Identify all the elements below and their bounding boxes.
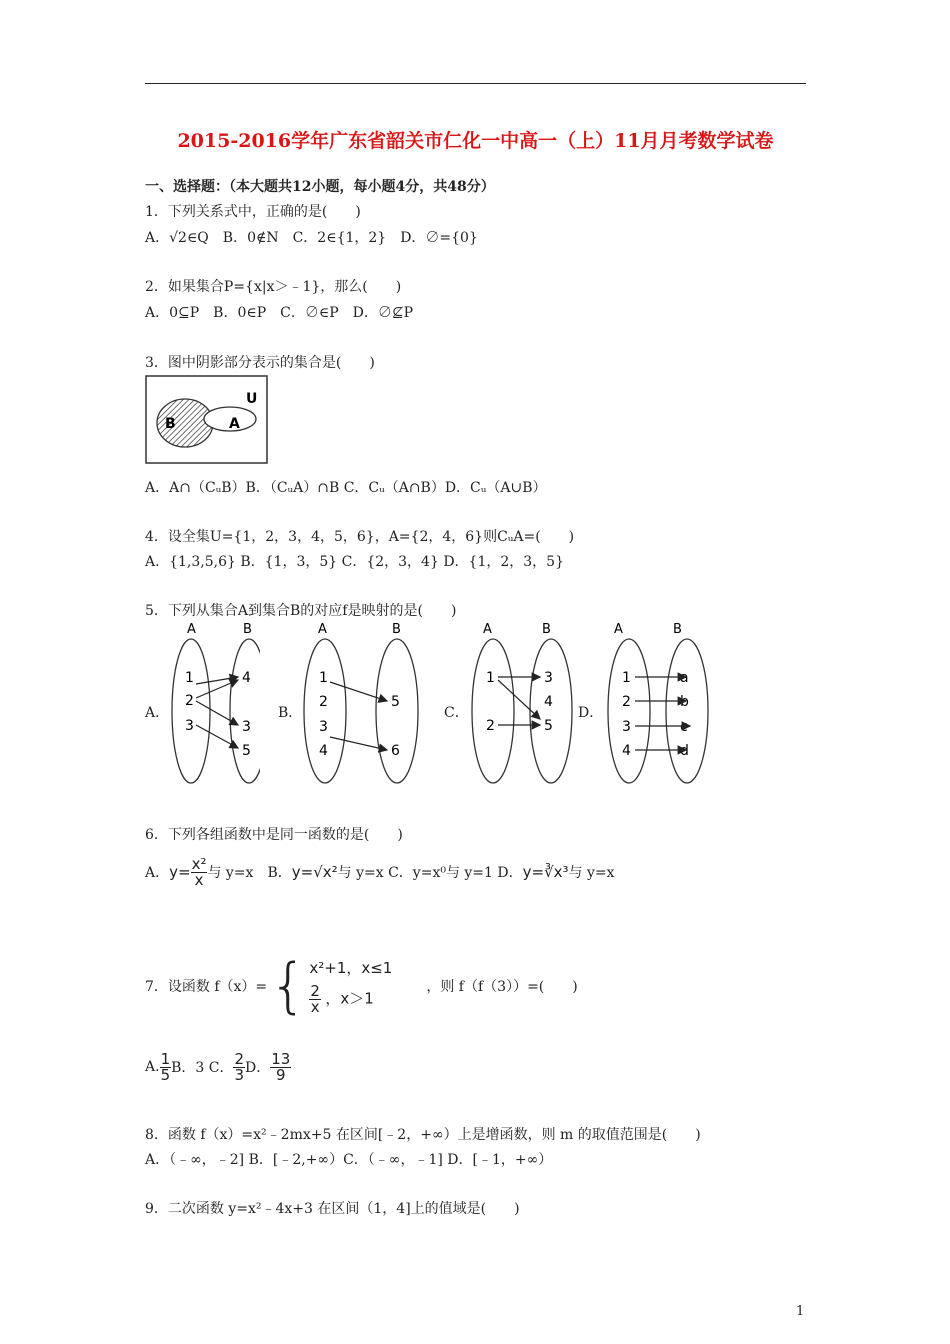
element: 3	[544, 670, 553, 686]
element: d	[680, 743, 689, 759]
option-a-tail: 与 y=x B．	[207, 865, 292, 881]
element: b	[680, 694, 689, 710]
question-9-stem: 9．二次函数 y=x²﹣4x+3 在区间（1，4]上的值域是( )	[145, 1201, 520, 1217]
option-b-tail: 与 y=x C．y=x⁰与 y=1 D．	[337, 865, 523, 881]
option-bc-label: B．3 C．	[171, 1060, 234, 1076]
element: 5	[242, 743, 251, 759]
question-8-stem: 8．函数 f（x）=x²﹣2mx+5 在区间[﹣2，+∞）上是增函数，则 m 的取值范围是( )	[145, 1127, 701, 1143]
question-7-suffix: ，则 f（f（3））=( )	[426, 979, 578, 995]
set-a-label: A	[318, 622, 327, 637]
mapping-diagram-b	[296, 620, 426, 786]
question-7-stem	[145, 946, 578, 1026]
question-2-options: A．0⊆P B．0∈P C．∅∈P D．∅⊈P	[145, 305, 414, 321]
option-label-d: D．	[578, 705, 604, 721]
set-b-label: B	[243, 622, 252, 637]
question-6-stem: 6．下列各组函数中是同一函数的是( )	[145, 827, 403, 843]
question-4-stem: 4．设全集U={1，2，3，4，5，6}，A={2，4，6}则CᵤA=( )	[145, 529, 575, 545]
element: 3	[185, 718, 194, 734]
set-b-label: B	[673, 622, 682, 637]
fraction: $\frac{1}{5}$	[160, 1049, 171, 1084]
question-6-options	[145, 850, 615, 894]
element: 1	[486, 670, 495, 686]
fraction: $\frac{2}{3}$	[234, 1049, 245, 1084]
element: c	[680, 719, 688, 735]
fraction: $\frac{2}{x}$	[310, 982, 320, 1016]
venn-label-a: A	[229, 416, 240, 432]
option-label-a: A．	[145, 705, 170, 721]
question-5-stem: 5．下列从集合A到集合B的对应f是映射的是( )	[145, 603, 457, 619]
element: 5	[391, 694, 400, 710]
page-title: 2015-2016学年广东省韶关市仁化一中高一（上）11月月考数学试卷	[177, 130, 774, 152]
question-4-options: A．{1,3,5,6} B．{1，3，5} C．{2，3，4} D．{1，2，3，5}	[145, 554, 564, 570]
piecewise-cases	[309, 957, 392, 1015]
case-2: $\frac{2}{x}$ ，x＞1	[310, 982, 374, 1016]
option-d-expr: y=∛x³	[522, 863, 569, 881]
set-a-label: A	[483, 622, 492, 637]
element: 3	[622, 719, 631, 735]
fraction: $\frac{13}{9}$	[271, 1049, 291, 1084]
element: 2	[486, 718, 495, 734]
question-2-stem: 2．如果集合P={x|x＞﹣1}，那么( )	[145, 279, 402, 295]
mapping-diagram-d	[600, 620, 715, 786]
mapping-diagram-c	[464, 620, 579, 786]
fraction: $\frac{\text{x²}}{x}$	[191, 854, 207, 889]
option-label-c: C．	[444, 705, 469, 721]
element: 3	[242, 719, 251, 735]
question-3-options: A．A∩（CᵤB）B．（CᵤA）∩B C．Cᵤ（A∩B）D．Cᵤ（A∪B）	[145, 480, 547, 496]
question-1-options: A．√2∈Q B．0∉N C．2∈{1，2} D．∅={0}	[145, 230, 478, 246]
case-1: x²+1，x≤1	[309, 959, 393, 977]
element: 5	[544, 718, 553, 734]
set-a-label: A	[614, 622, 623, 637]
element: 6	[391, 743, 400, 759]
venn-label-b: B	[165, 416, 176, 432]
set-a-label: A	[187, 622, 196, 637]
element: 4	[544, 694, 553, 710]
question-8-options: A．（﹣∞，﹣2] B．[﹣2,+∞）C．（﹣∞，﹣1] D．[﹣1，+∞）	[145, 1152, 553, 1168]
element: 4	[319, 743, 328, 759]
option-label-b: B．	[278, 705, 303, 721]
option-a-label: A.	[145, 1059, 160, 1075]
question-3-stem: 3．图中阴影部分表示的集合是( )	[145, 355, 375, 371]
element: 1	[622, 670, 631, 686]
venn-label-u: U	[246, 391, 258, 407]
venn-diagram	[145, 375, 269, 465]
header-rule	[145, 83, 806, 84]
option-b-expr: y=√x²	[291, 863, 338, 881]
element: 4	[242, 670, 251, 686]
mapping-diagram-a	[165, 620, 260, 786]
element: a	[680, 670, 689, 686]
element: 2	[622, 694, 631, 710]
option-d-tail: 与 y=x	[568, 865, 615, 881]
element: 2	[185, 693, 194, 709]
element: 1	[319, 670, 328, 686]
element: 1	[185, 670, 194, 686]
element: 3	[319, 719, 328, 735]
question-7-prefix: 7．设函数 f（x）=	[145, 979, 268, 995]
option-a-label: A．	[145, 865, 170, 881]
question-1-stem: 1．下列关系式中，正确的是( )	[145, 204, 361, 220]
page-number: 1	[796, 1304, 805, 1319]
section-heading: 一、选择题：（本大题共12小题，每小题4分，共48分）	[145, 179, 495, 195]
element: 2	[319, 694, 328, 710]
question-7-options	[145, 1046, 291, 1088]
left-brace: {	[269, 951, 308, 1021]
option-a-expr: y=	[169, 863, 191, 881]
option-d-label: D．	[245, 1060, 271, 1076]
element: 4	[622, 743, 631, 759]
set-b-label: B	[392, 622, 401, 637]
set-b-label: B	[542, 622, 551, 637]
